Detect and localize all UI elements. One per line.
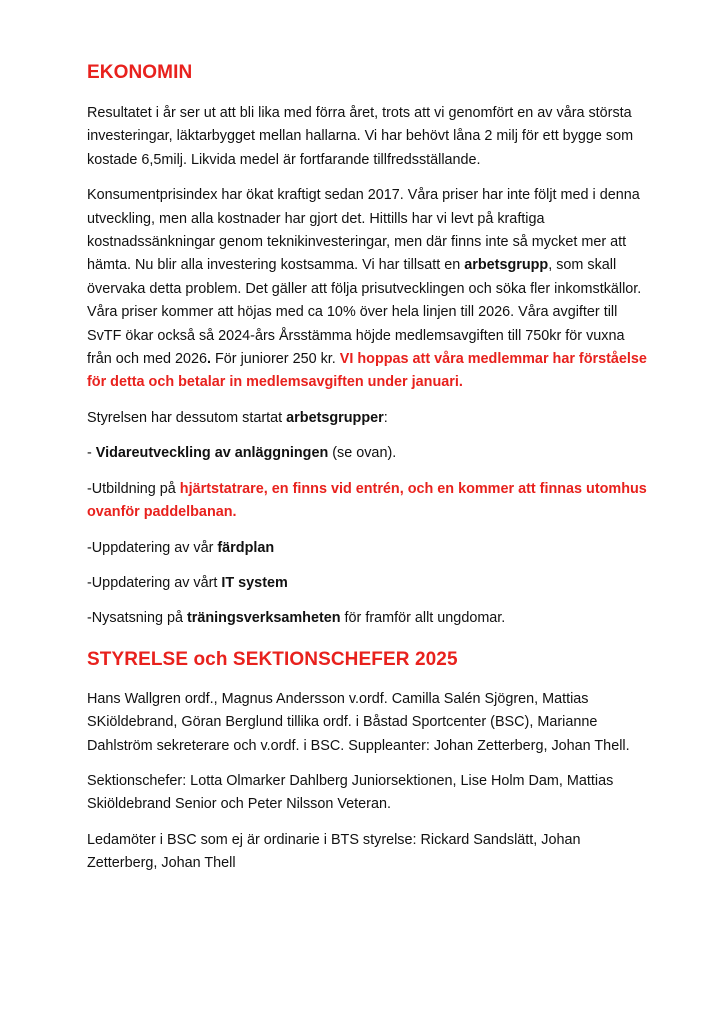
item5-prefix: -Nysatsning på [87,610,187,627]
item1-bold: Vidareutveckling av anläggningen [95,445,329,462]
working-group-item-training [87,478,647,525]
cpi-bold-dot: . [207,351,212,368]
groups-intro-bold: arbetsgrupper [286,409,384,426]
economy-heading: EKONOMIN [87,62,193,83]
section-heads-paragraph: Sektionschefer: Lotta Olmarker Dahlberg Juniorsektionen, Lise Holm Dam, Mattias Skiöldebrand Senior och Peter Nilsson Veteran. [87,772,614,813]
cpi-red-appeal: VI hoppas att våra medlemmar har förståelse för detta och betalar in medlemsavgiften under januari. [87,351,647,391]
item3-prefix: -Uppdatering av vår [87,539,218,556]
cpi-bold-working-group: arbetsgrupp [464,257,549,274]
working-group-item-coaching [87,607,647,630]
economy-paragraph-cpi [87,184,647,395]
item4-prefix: -Uppdatering av vårt [87,574,222,591]
item1-prefix: - [87,445,96,462]
working-groups-intro [87,407,647,430]
working-group-item-it [87,572,647,595]
cpi-text-3: För juniorer 250 kr. [211,351,340,368]
item5-bold: träningsverksamheten [186,610,341,627]
working-group-item-roadmap [87,537,647,560]
item5-suffix: för framför allt ungdomar. [340,610,506,627]
board-heading: STYRELSE och SEKTIONSCHEFER 2025 [87,648,458,670]
cpi-text-1: Konsumentprisindex har ökat kraftigt sedan 2017. Våra priser har inte följt med i denna utveckling, men alla kostnader har gjort det. Hittills har vi levt på kraftiga kostnadssänkningar genom teknikinvesteringar, men där finns inte så mycket mer att hämta. Nu blir alla investering kostsamma. Vi har tillsatt en [87,187,640,274]
document-page [87,58,647,876]
item4-bold: IT system [221,574,288,591]
working-group-item-facility [87,442,647,465]
cpi-text-2: , som skall övervaka detta problem. Det gäller att följa prisutvecklingen och söka fler inkomstkällor. Våra priser kommer att höjas med ca 10% över hela linjen till 2026. Våra avgifter till SvTF ökar också så 2024-års Årsstämma höjde medlemsavgiften till 750kr för vuxna från och med 2026 [87,257,642,368]
item1-suffix: (se ovan). [328,445,397,462]
bsc-members-paragraph: Ledamöter i BSC som ej är ordinarie i BTS styrelse: Rickard Sandslätt, Johan Zetterberg, Johan Thell [87,831,581,872]
board-members-paragraph: Hans Wallgren ordf., Magnus Andersson v.ordf. Camilla Salén Sjögren, Mattias SKiöldebrand, Göran Berglund tillika ordf. i Båstad Sportcenter (BSC), Marianne Dahlström sekreterare och v.ordf. i BSC. Suppleanter: Johan Zetterberg, Johan Thell. [87,690,630,754]
groups-intro-colon: : [383,409,388,426]
item2-prefix: -Utbildning på [87,480,180,497]
economy-paragraph-result: Resultatet i år ser ut att bli lika med förra året, trots att vi genomfört en av våra största investeringar, läktarbygget mellan hallarna. Vi har behövt låna 2 milj för ett bygge som kostade 6,5milj. Likvida medel är fortfarande tillfredsställande. [87,105,634,168]
groups-intro-text: Styrelsen har dessutom startat [87,409,287,426]
item2-red: hjärtstatrare, en finns vid entrén, och en kommer att finnas utomhus ovanför paddelbanan. [87,480,647,521]
item3-bold: färdplan [217,539,275,556]
